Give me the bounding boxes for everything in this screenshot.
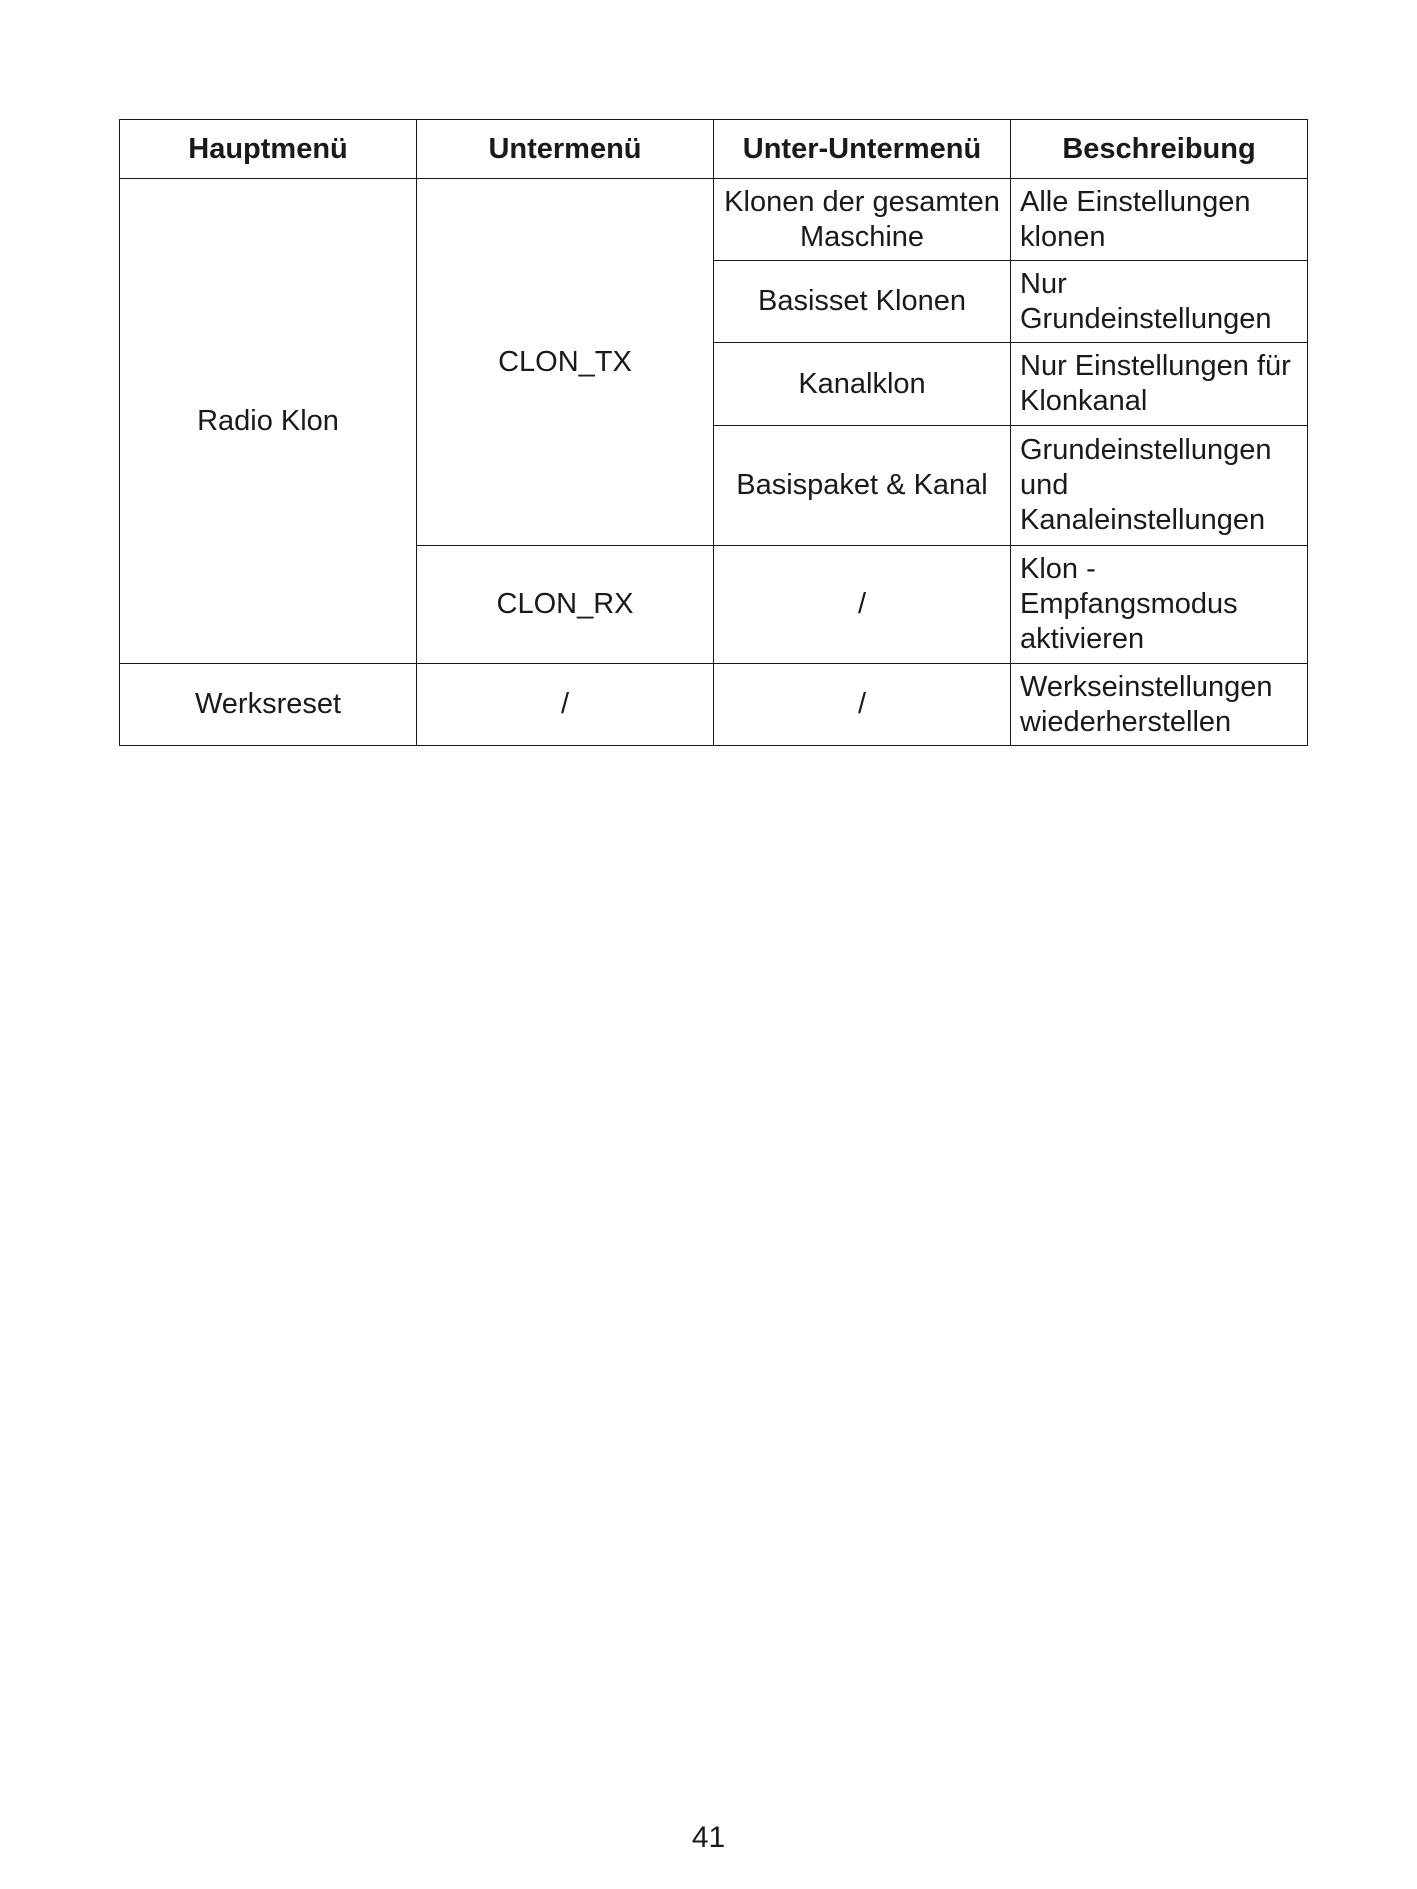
cell-subsub: Basisset Klonen [714, 261, 1011, 343]
cell-subsub: / [714, 546, 1011, 664]
cell-description: Werkseinstellungen wiederherstellen [1011, 664, 1308, 746]
cell-subsub: Kanalklon [714, 343, 1011, 426]
cell-description: Nur Einstellungen für Klonkanal [1011, 343, 1308, 426]
cell-sub: / [417, 664, 714, 746]
cell-subsub: / [714, 664, 1011, 746]
header-hauptmenu: Hauptmenü [120, 120, 417, 179]
cell-description: Nur Grundeinstellungen [1011, 261, 1308, 343]
table-row [120, 179, 1308, 261]
page-number: 41 [691, 1821, 726, 1854]
cell-sub-clon-rx: CLON_RX [417, 546, 714, 664]
header-beschreibung: Beschreibung [1011, 120, 1308, 179]
table-header-row [120, 120, 1308, 179]
cell-main-radio-klon: Radio Klon [120, 179, 417, 664]
cell-subsub: Basispaket & Kanal [714, 426, 1011, 546]
cell-main-werksreset: Werksreset [120, 664, 417, 746]
cell-sub-clon-tx: CLON_TX [417, 179, 714, 546]
cell-description: Grundeinstellungen und Kanaleinstellungen [1011, 426, 1308, 546]
cell-subsub: Klonen der gesamten Maschine [714, 179, 1011, 261]
cell-description: Klon -Empfangsmodus aktivieren [1011, 546, 1308, 664]
header-untermenu: Untermenü [417, 120, 714, 179]
cell-description: Alle Einstellungen klonen [1011, 179, 1308, 261]
menu-table [119, 119, 1308, 746]
table-row [120, 664, 1308, 746]
header-unter-untermenu: Unter-Untermenü [714, 120, 1011, 179]
